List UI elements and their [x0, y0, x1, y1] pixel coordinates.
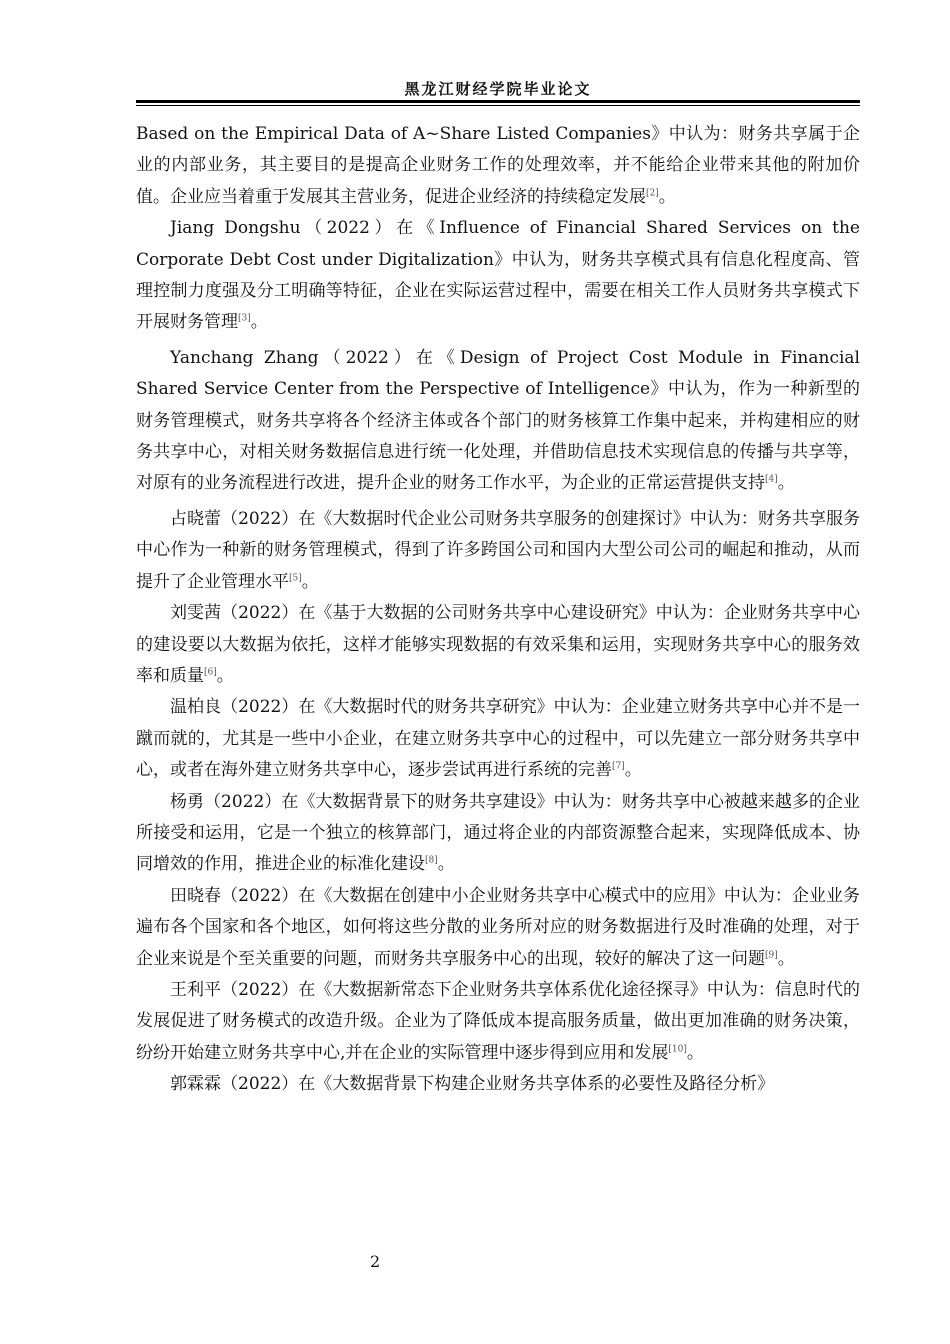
paragraph-2	[136, 213, 860, 339]
citation-ref: [8]	[425, 855, 438, 866]
paragraph-5	[136, 598, 860, 692]
paragraph-text: 王利平（2022）在《大数据新常态下企业财务共享体系优化途径探寻》中认为：信息时代的发展促进了财务模式的改造升级。企业为了降低成本提高服务质量，做出更加准确的财务决策，纷纷开始建立财务共享中心,并在企业的实际管理中逐步得到应用和发展	[136, 979, 860, 1063]
paragraph-10	[136, 1069, 860, 1100]
paragraph-tail: 。	[437, 854, 455, 875]
paragraph-tail: 。	[658, 186, 676, 207]
paragraph-text: 郭霖霖（2022）在《大数据背景下构建企业财务共享体系的必要性及路径分析》	[170, 1074, 775, 1095]
paragraph-9	[136, 975, 860, 1069]
paragraph-text: Based on the Empirical Data of A~Share Listed Companies》中认为：财务共享属于企业的内部业务，其主要目的是提高企业财务工作的处理效率，并不能给企业带来其他的附加价值。企业应当着重于发展其主营业务，促进企业经济的持续稳定发展	[136, 124, 860, 207]
paragraph-tail: 。	[301, 571, 319, 592]
paragraph-4	[136, 504, 860, 598]
paragraph-tail: 。	[624, 760, 642, 781]
citation-ref: [10]	[668, 1044, 687, 1055]
paragraph-3	[136, 343, 860, 500]
paragraph-tail: 。	[777, 948, 795, 969]
paragraph-text: 杨勇（2022）在《大数据背景下的财务共享建设》中认为：财务共享中心被越来越多的企业所接受和运用，它是一个独立的核算部门，通过将企业的内部资源整合起来，实现降低成本、协同增效的作用，推进企业的标准化建设	[136, 791, 860, 875]
paragraph-8	[136, 881, 860, 975]
citation-ref: [5]	[289, 573, 302, 584]
body-text	[136, 119, 860, 1101]
paragraph-1	[136, 119, 860, 213]
citation-ref: [6]	[204, 667, 217, 678]
paragraph-text: Yanchang Zhang（2022）在《Design of Project Cost Module in Financial Shared Service Center from the Perspective of Intelligence》中认为，作为一种新型的财务管理模式，财务共享将各个经济主体或各个部门的财务核算工作集中起来，并构建相应的财务共享中心，对相关财务数据信息进行统一化处理，并借助信息技术实现信息的传播与共享等，对原有的业务流程进行改进，提升企业的财务工作水平，为企业的正常运营提供支持	[136, 347, 860, 494]
citation-ref: [7]	[612, 761, 625, 772]
citation-ref: [2]	[646, 188, 659, 199]
paragraph-text: Jiang Dongshu（2022）在《Influence of Financial Shared Services on the Corporate Debt Cost under Digitalization》中认为，财务共享模式具有信息化程度高、管理控制力度强及分工明确等特征，企业在实际运营过程中，需要在相关工作人员财务共享模式下开展财务管理	[136, 218, 860, 333]
header-divider-thin	[136, 105, 860, 106]
citation-ref: [4]	[765, 474, 778, 485]
paragraph-text: 温柏良（2022）在《大数据时代的财务共享研究》中认为：企业建立财务共享中心并不是一蹴而就的，尤其是一些中小企业，在建立财务共享中心的过程中，可以先建立一部分财务共享中心，或者在海外建立财务共享中心，逐步尝试再进行系统的完善	[136, 697, 860, 781]
page-header-title: 黑龙江财经学院毕业论文	[404, 80, 592, 98]
paragraph-tail: 。	[216, 665, 234, 686]
paragraph-tail: 。	[250, 312, 268, 333]
header-divider-thick	[136, 100, 860, 103]
citation-ref: [9]	[765, 949, 778, 960]
citation-ref: [3]	[238, 313, 251, 324]
paragraph-tail: 。	[686, 1042, 704, 1063]
paragraph-text: 刘雯茜（2022）在《基于大数据的公司财务共享中心建设研究》中认为：企业财务共享中心的建设要以大数据为依托，这样才能够实现数据的有效采集和运用，实现财务共享中心的服务效率和质量	[136, 603, 860, 686]
paragraph-6	[136, 692, 860, 786]
paragraph-text: 田晓春（2022）在《大数据在创建中小企业财务共享中心模式中的应用》中认为：企业业务遍布各个国家和各个地区，如何将这些分散的业务所对应的财务数据进行及时准确的处理，对于企业来说是个至关重要的问题，而财务共享服务中心的出现，较好的解决了这一问题	[136, 885, 860, 969]
paragraph-text: 占晓蕾（2022）在《大数据时代企业公司财务共享服务的创建探讨》中认为：财务共享服务中心作为一种新的财务管理模式，得到了许多跨国公司和国内大型公司公司的崛起和推动，从而提升了企业管理水平	[136, 508, 860, 592]
page-number: 2	[370, 1252, 381, 1271]
paragraph-tail: 。	[777, 473, 795, 494]
paragraph-7	[136, 787, 860, 881]
